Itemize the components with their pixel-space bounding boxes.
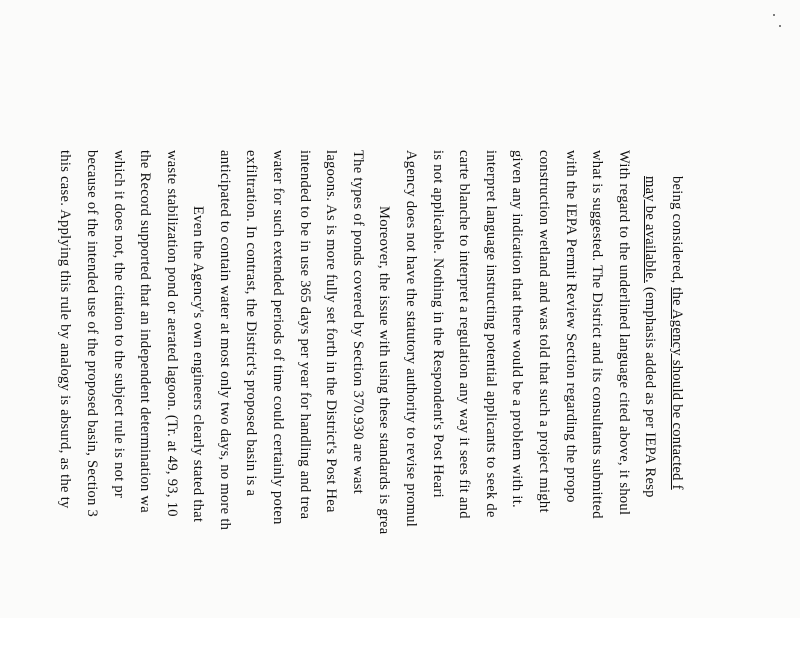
text-line	[557, 150, 584, 670]
text-line	[105, 150, 132, 670]
text-line	[371, 150, 398, 670]
text-line	[504, 150, 531, 670]
text-line	[477, 150, 504, 670]
text-line	[52, 150, 79, 670]
line-text: the Record supported that an independent determination wa	[137, 150, 154, 513]
line-text: given any indication that there would be a problem with it.	[509, 150, 526, 508]
line-text: with the IEPA Permit Review Section regarding the propo	[562, 150, 579, 503]
line-text: (emphasis added as per IEPA Resp	[642, 282, 659, 498]
text-line	[344, 150, 371, 670]
line-text: construction wetland and was told that such a project might	[536, 150, 553, 513]
line-text: what is suggested. The District and its consultants submitted	[589, 150, 606, 519]
text-line	[318, 150, 345, 670]
text-line	[185, 150, 212, 670]
scan-speck	[773, 14, 775, 16]
line-text: being considered,	[669, 176, 685, 288]
text-line	[397, 150, 424, 670]
document-body	[52, 150, 690, 670]
text-line	[424, 150, 451, 670]
text-line	[663, 150, 690, 670]
line-text: which it does not, the citation to the subject rule is not pr	[110, 150, 127, 499]
line-text: Moreover, the issue with using these standards is grea	[376, 206, 393, 535]
line-text: waste stabilization pond or aerated lagoon. (Tr. at 49, 93, 10	[163, 150, 180, 517]
line-text: water for such extended periods of time could certainly poten	[270, 150, 287, 525]
text-line	[584, 150, 611, 670]
text-line	[637, 150, 664, 670]
line-text: because of the intended use of the proposed basin, Section 3	[83, 150, 100, 518]
text-line	[610, 150, 637, 670]
text-line	[132, 150, 159, 670]
line-text: intended to be in use 365 days per year for handling and trea	[296, 150, 313, 520]
text-line	[451, 150, 478, 670]
line-text: With regard to the underlined language cited above, it shoul	[615, 150, 632, 516]
text-line	[211, 150, 238, 670]
text-line	[291, 150, 318, 670]
line-text: Even the Agency's own engineers clearly stated that	[190, 206, 207, 523]
line-text: exfiltration. In contrast, the District's proposed basin is a	[243, 150, 260, 497]
line-text: is not applicable. Nothing in the Respondent's Post Heari	[429, 150, 446, 498]
line-text: lagoons. As is more fully set forth in the District's Post Hea	[323, 150, 340, 513]
underlined-text: the Agency should be contacted f	[669, 287, 685, 490]
line-text: carte blanche to interpret a regulation any way it sees fit and	[456, 150, 473, 519]
scan-speck	[779, 25, 781, 27]
line-text: Agency does not have the statutory authority to revise promul	[403, 150, 420, 528]
underlined-text: may be available.	[642, 176, 659, 283]
line-text: The types of ponds covered by Section 370.930 are wast	[349, 150, 366, 494]
line-text: this case. Applying this rule by analogy is absurd, as the ty	[57, 150, 74, 509]
text-line	[265, 150, 292, 670]
text-line	[530, 150, 557, 670]
text-line	[78, 150, 105, 670]
text-line	[238, 150, 265, 670]
text-line	[158, 150, 185, 670]
line-text: anticipated to contain water at most only two days, no more th	[216, 150, 233, 531]
line-text: interpret language instructing potential applicants to seek de	[482, 150, 499, 518]
